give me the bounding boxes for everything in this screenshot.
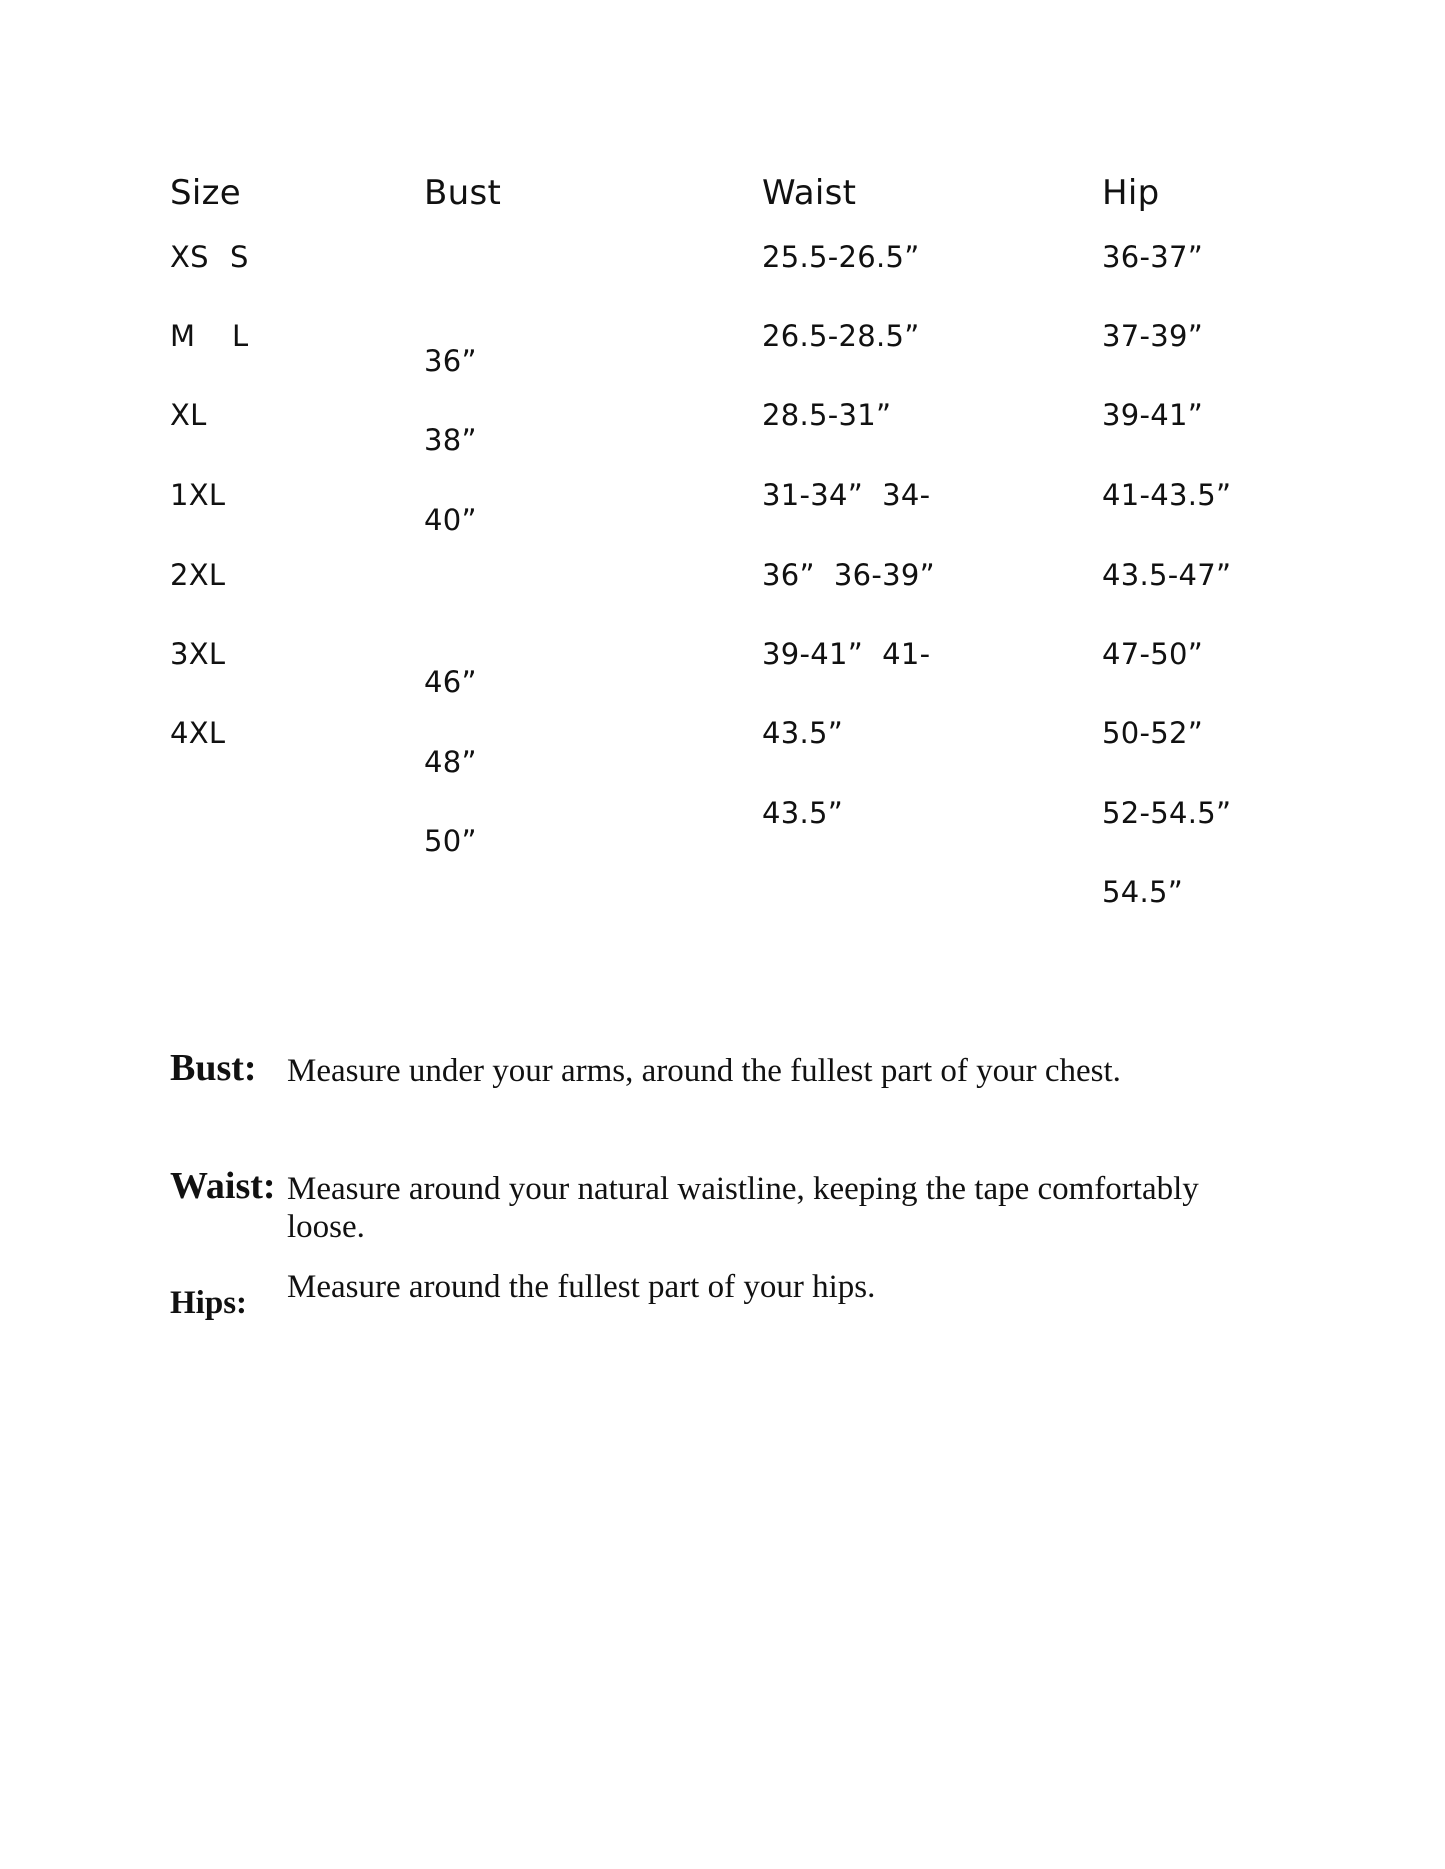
- header-size: Size: [170, 173, 241, 213]
- waist-definition-line2: loose.: [287, 1209, 365, 1245]
- waist-value: 25.5-26.5”: [762, 240, 920, 274]
- bust-term: Bust:: [170, 1047, 257, 1089]
- waist-value: 39-41” 41-: [762, 637, 931, 671]
- bust-value: 50”: [424, 824, 477, 858]
- bust-value: 38”: [424, 423, 477, 457]
- hip-value: 41-43.5”: [1102, 478, 1232, 512]
- hips-definition: Measure around the fullest part of your hips.: [287, 1269, 876, 1305]
- waist-value: 26.5-28.5”: [762, 319, 920, 353]
- bust-value: 36”: [424, 344, 477, 378]
- hip-value: 50-52”: [1102, 716, 1204, 750]
- hip-value: 52-54.5”: [1102, 796, 1232, 830]
- waist-value: 31-34” 34-: [762, 478, 931, 512]
- size-1xl: 1XL: [170, 478, 226, 512]
- size-3xl: 3XL: [170, 637, 226, 671]
- bust-value: 46”: [424, 665, 477, 699]
- waist-value: 43.5”: [762, 796, 844, 830]
- bust-definition: Measure under your arms, around the fullest part of your chest.: [287, 1053, 1121, 1089]
- bust-value: 40”: [424, 503, 477, 537]
- hip-value: 37-39”: [1102, 319, 1204, 353]
- waist-definition-line1: Measure around your natural waistline, keeping the tape comfortably: [287, 1171, 1199, 1207]
- size-xs: XS: [170, 240, 209, 274]
- hip-value: 47-50”: [1102, 637, 1204, 671]
- size-xl: XL: [170, 398, 207, 432]
- size-l: L: [232, 319, 249, 353]
- waist-term: Waist:: [170, 1165, 276, 1207]
- bust-value: 48”: [424, 745, 477, 779]
- hip-value: 39-41”: [1102, 398, 1204, 432]
- hip-value: 36-37”: [1102, 240, 1204, 274]
- hip-value: 43.5-47”: [1102, 558, 1232, 592]
- size-m: M: [170, 319, 196, 353]
- waist-value: 43.5”: [762, 716, 844, 750]
- header-hip: Hip: [1102, 173, 1160, 213]
- waist-value: 36” 36-39”: [762, 558, 935, 592]
- size-2xl: 2XL: [170, 558, 226, 592]
- size-s: S: [230, 240, 249, 274]
- hips-term: Hips:: [170, 1285, 248, 1321]
- header-waist: Waist: [762, 173, 857, 213]
- size-4xl: 4XL: [170, 716, 226, 750]
- hip-value: 54.5”: [1102, 875, 1184, 909]
- waist-value: 28.5-31”: [762, 398, 892, 432]
- header-bust: Bust: [424, 173, 502, 213]
